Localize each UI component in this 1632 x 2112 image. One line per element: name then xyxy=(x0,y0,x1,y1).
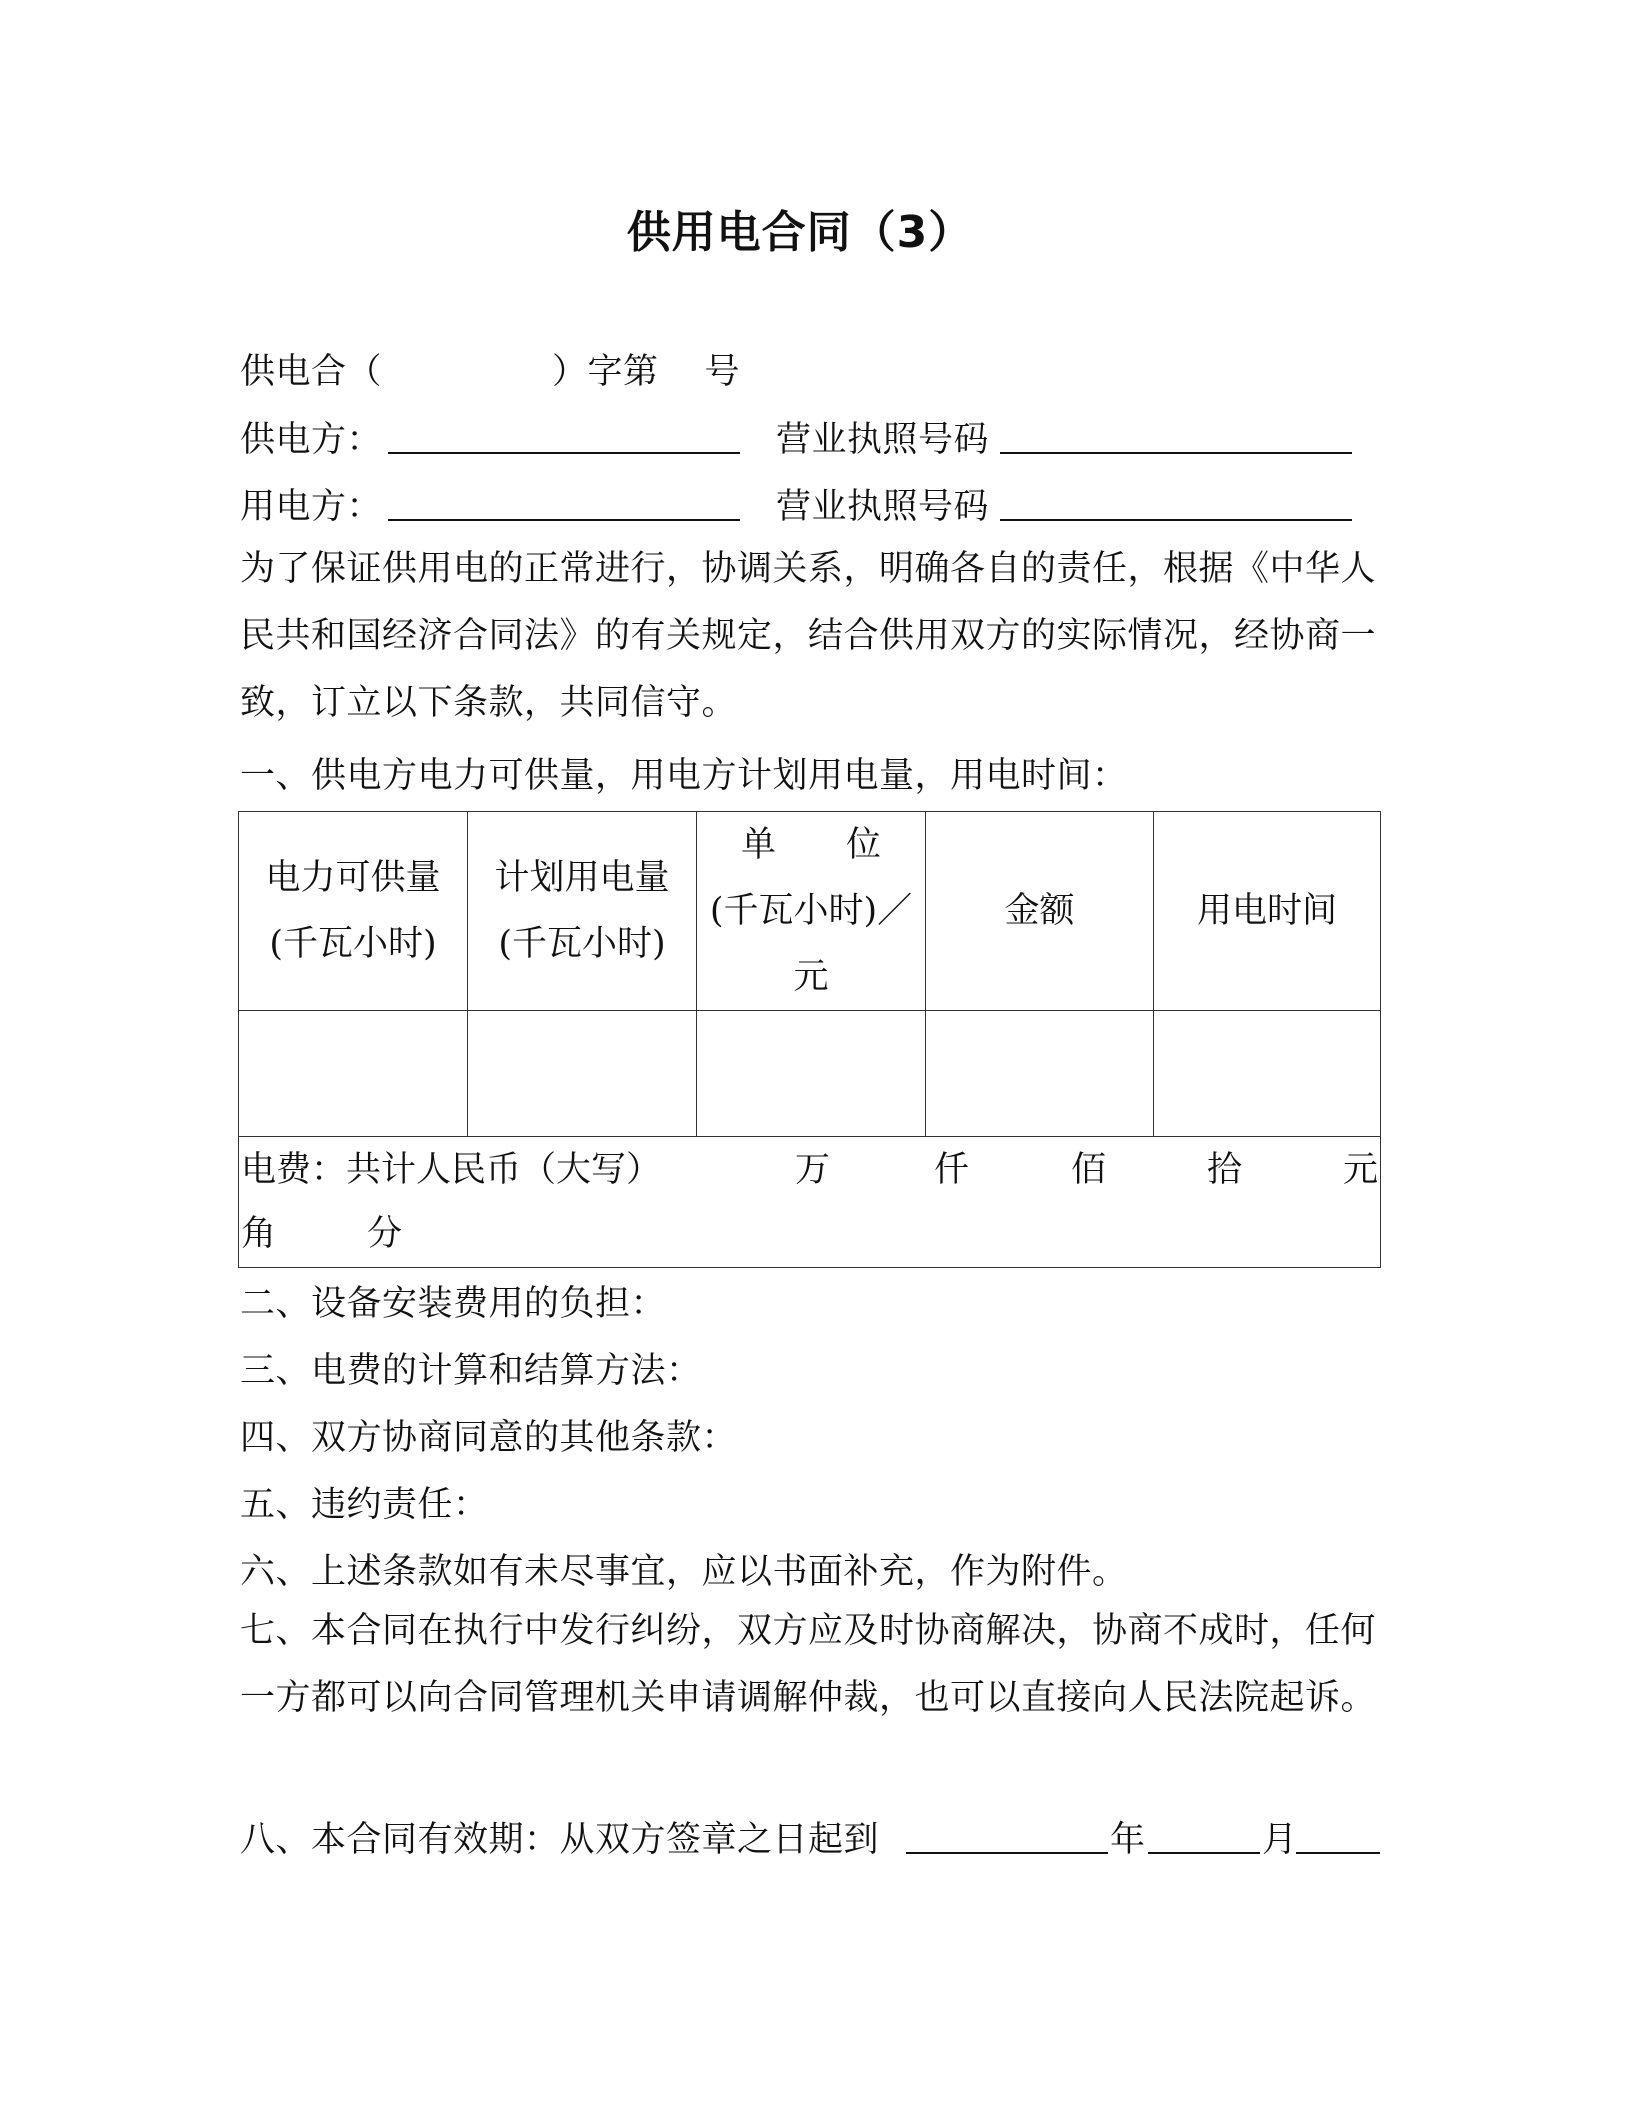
supplier-license-field[interactable] xyxy=(1000,418,1352,454)
cell-amount[interactable] xyxy=(926,1011,1154,1137)
table-header-row xyxy=(239,812,1381,1011)
consumer-line xyxy=(240,479,382,529)
fee-qian: 仟 xyxy=(934,1150,970,1190)
supply-table xyxy=(238,811,1381,1268)
section-4: 四、双方协商同意的其他条款： xyxy=(240,1418,738,1458)
header-usage-time: 用电时间 xyxy=(1154,812,1381,1011)
cell-unit-price[interactable] xyxy=(697,1011,926,1137)
header-unit-price: 单 位 (千瓦小时)／ 元 xyxy=(697,812,926,1011)
section-6: 六、上述条款如有未尽事宜，应以书面补充，作为附件。 xyxy=(240,1552,1128,1592)
supplier-line xyxy=(240,412,382,462)
section-1-heading: 一、供电方电力可供量，用电方计划用电量，用电时间： xyxy=(240,756,1128,796)
supplier-license-label: 营业执照号码 xyxy=(776,420,990,460)
cell-usage-time[interactable] xyxy=(1154,1011,1381,1137)
section-3: 三、电费的计算和结算方法： xyxy=(240,1351,702,1391)
fee-row xyxy=(239,1137,1381,1268)
consumer-license-field[interactable] xyxy=(1000,485,1352,521)
contract-no-middle: ）字第 xyxy=(552,352,659,392)
fee-cell xyxy=(239,1137,1381,1268)
page-title: 供用电合同（3） xyxy=(626,207,974,258)
contract-number-line xyxy=(240,344,740,394)
fee-bai: 佰 xyxy=(1071,1150,1107,1190)
fee-shi: 拾 xyxy=(1207,1150,1243,1190)
consumer-license-label: 营业执照号码 xyxy=(776,487,990,527)
table-row xyxy=(239,1011,1381,1137)
contract-no-prefix: 供电合（ xyxy=(240,352,383,392)
supplier-label: 供电方： xyxy=(240,420,383,460)
fee-yuan: 元 xyxy=(1343,1150,1379,1190)
section-2: 二、设备安装费用的负担： xyxy=(240,1284,667,1324)
end-date-field[interactable] xyxy=(906,1818,1108,1854)
intro-paragraph: 为了保证供用电的正常进行，协调关系，明确各自的责任，根据《中华人民共和国经济合同法》的有关规定，结合供用双方的实际情况，经协商一致，订立以下条款，共同信守。 xyxy=(240,549,1377,723)
fee-jiao: 角 xyxy=(241,1214,277,1254)
fee-wan: 万 xyxy=(795,1150,831,1190)
contract-no-suffix: 号 xyxy=(704,352,741,392)
consumer-name-field[interactable] xyxy=(388,485,740,521)
section-8-text: 八、本合同有效期：从双方签章之日起到 xyxy=(240,1820,880,1860)
month-label: 月 xyxy=(1262,1820,1298,1860)
section-5: 五、违约责任： xyxy=(240,1485,489,1525)
consumer-label: 用电方： xyxy=(240,487,383,527)
cell-planned-usage[interactable] xyxy=(468,1011,697,1137)
section-8 xyxy=(240,1812,879,1862)
fee-fen: 分 xyxy=(367,1214,403,1254)
section-7: 七、本合同在执行中发行纠纷，双方应及时协商解决，协商不成时，任何一方都可以向合同管理机关申请调解仲裁，也可以直接向人民法院起诉。 xyxy=(240,1611,1377,1718)
year-month-field[interactable] xyxy=(1148,1818,1260,1854)
month-day-field[interactable] xyxy=(1296,1818,1380,1854)
supplier-name-field[interactable] xyxy=(388,418,740,454)
header-planned-usage: 计划用电量 (千瓦小时) xyxy=(468,812,697,1011)
fee-label: 电费：共计人民币（大写） xyxy=(241,1150,662,1190)
year-label: 年 xyxy=(1110,1820,1146,1860)
header-supply-capacity: 电力可供量 (千瓦小时) xyxy=(239,812,468,1011)
cell-supply-capacity[interactable] xyxy=(239,1011,468,1137)
header-amount: 金额 xyxy=(926,812,1154,1011)
